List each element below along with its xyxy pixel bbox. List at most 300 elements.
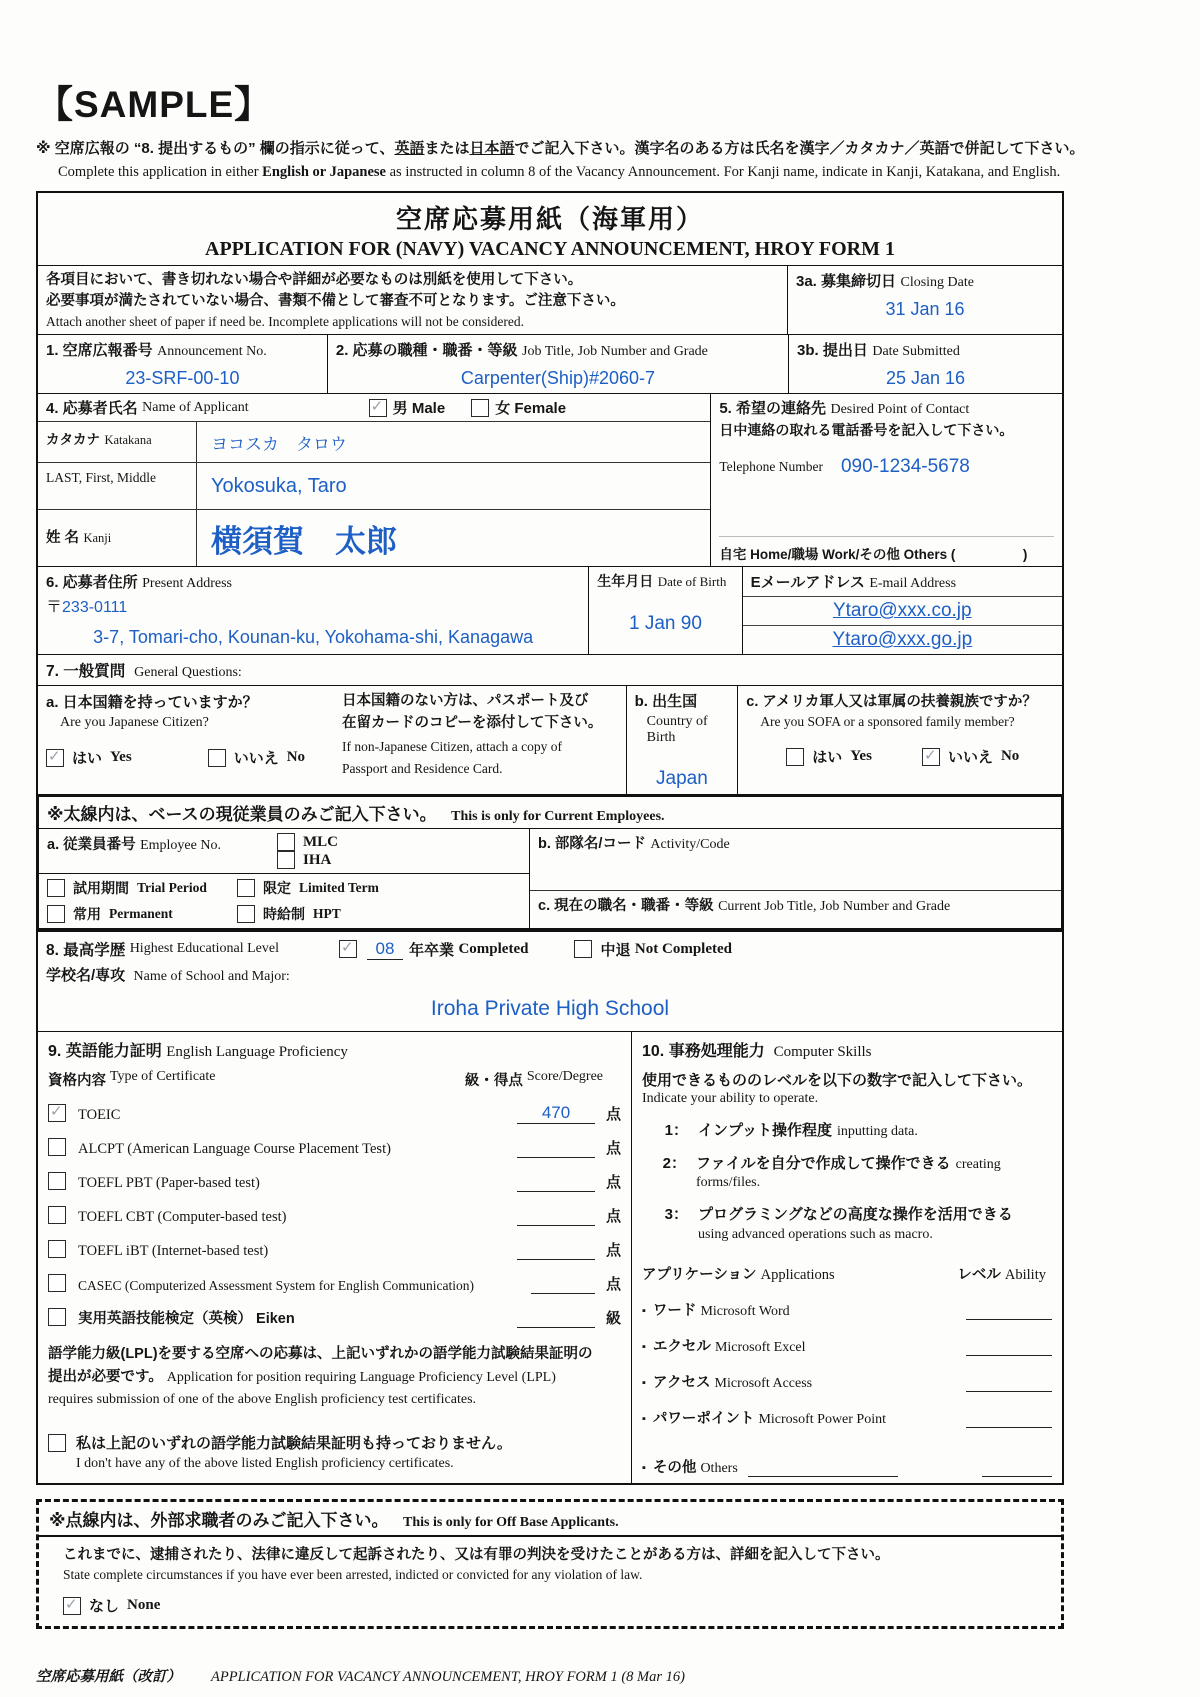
last-first-middle-value[interactable]: Yokosuka, Taro (211, 474, 347, 497)
toefl-ibt-checkbox[interactable] (48, 1240, 66, 1258)
limited-term-label-en: Limited Term (299, 880, 379, 896)
app-row-others (642, 1456, 1052, 1477)
graduation-year-value[interactable]: 08 (367, 939, 403, 960)
excel-label-jp: エクセル (652, 1339, 711, 1356)
current-job-title-label-jp: c. 現在の職名・職番・等級 (538, 898, 714, 915)
name-contact-row (38, 393, 1062, 566)
employees-right-column (529, 829, 1061, 928)
level-1-en: inputting data. (836, 1124, 918, 1140)
closing-date-label-jp: 3a. 募集締切日 (796, 273, 897, 290)
email-label-jp: Eメールアドレス (750, 574, 865, 592)
hpt-label-en: HPT (313, 906, 341, 922)
citizenship-q-jp: a. 日本国籍を持っていますか？ (46, 694, 258, 712)
word-ability-line[interactable] (966, 1303, 1052, 1320)
activity-code-label-jp: b. 部隊名/コード (538, 836, 646, 853)
citizenship-answers (46, 747, 330, 768)
kanji-label-en: Kanji (83, 531, 112, 546)
announcement-no-cell (38, 335, 327, 393)
ability-label-jp: レベル (957, 1267, 1001, 1284)
limited-term-checkbox[interactable] (237, 879, 255, 897)
level-1-row (642, 1119, 1052, 1140)
level-2-en: creating forms/files. (695, 1157, 1001, 1191)
postal-value[interactable]: 233-0111 (62, 599, 128, 617)
cert-row-toefl-cbt (48, 1205, 621, 1226)
bullet-icon: ▪ (642, 1341, 646, 1354)
operate-note-en: Indicate your ability to operate. (642, 1091, 819, 1107)
sofa-no-label-en: No (1000, 748, 1020, 765)
trial-period-checkbox[interactable] (47, 879, 65, 897)
school-label-en: Name of School and Major: (133, 969, 290, 985)
operate-note-jp: 使用できるもののレベルを以下の数字で記入して下さい。 (642, 1072, 1033, 1090)
computer-skills-section (631, 1032, 1062, 1483)
sofa-cell (737, 686, 1062, 794)
none-label-jp: なし (89, 1598, 120, 1616)
general-questions-row (38, 685, 1062, 794)
non-citizen-note-en1: If non-Japanese Citizen, attach a copy of (342, 738, 563, 754)
completed-label-en: Completed (458, 940, 529, 957)
citizen-yes-checkbox[interactable] (46, 749, 64, 767)
date-of-birth-cell (588, 567, 741, 654)
note-en: Attach another sheet of paper if need be. Incomplete applications will not be considered. (46, 314, 524, 330)
kanji-row (38, 509, 710, 566)
toeic-score-line[interactable] (517, 1104, 595, 1124)
note-jp-1: 各項目において、書き切れない場合や詳細が必要なものは別紙を使用して下さい。 (46, 272, 583, 288)
email-row-2[interactable] (743, 626, 1062, 654)
country-of-birth-cell (626, 686, 738, 794)
instruction-jp-pre: ※ 空席広報の “8. 提出するもの” 欄の指示に従って、 (36, 140, 395, 157)
announcement-row (38, 334, 1062, 393)
permanent-label-en: Permanent (109, 906, 173, 922)
present-address-label-en: Present Address (142, 576, 232, 592)
closing-date-value[interactable]: 31 Jan 16 (885, 299, 965, 319)
gender-female-option[interactable] (471, 397, 566, 418)
hpt-option[interactable] (237, 904, 521, 924)
permanent-label-jp: 常用 (73, 906, 101, 923)
notes-row (38, 265, 1062, 334)
mlc-checkbox[interactable] (277, 833, 295, 851)
phone-row (719, 456, 1054, 478)
citizen-no-checkbox[interactable] (208, 749, 226, 767)
not-completed-checkbox[interactable] (574, 940, 592, 958)
mlc-option[interactable] (277, 833, 521, 851)
education-label-en: Highest Educational Level (129, 941, 279, 957)
bullet-icon: ▪ (642, 1305, 646, 1318)
toeic-unit: 点 (605, 1106, 621, 1124)
note-jp-2: 必要事項が満たされていない場合、書類不備として審査不可となります。ご注意下さい。 (46, 293, 625, 310)
contact-section (710, 394, 1062, 566)
english-proficiency-label-jp: 9. 英語能力証明 (48, 1043, 162, 1061)
off-base-question-jp: これまでに、逮捕されたり、法律に違反して起訴されたり、又は有罪の判決を受けたことがある方は、詳細を記入して下さい。 (63, 1547, 890, 1564)
closing-date-label-en: Closing Date (900, 275, 974, 290)
general-questions-header (38, 654, 1062, 685)
others-ability-line[interactable] (982, 1460, 1052, 1477)
toefl-pbt-score-line[interactable] (517, 1173, 595, 1192)
app-row-word (642, 1299, 1052, 1320)
education-line (46, 938, 1054, 960)
cert-row-eiken (48, 1307, 621, 1328)
trial-period-label-jp: 試用期間 (73, 880, 129, 897)
instruction-en-bold: English or Japanese (262, 164, 386, 180)
none-row (63, 1595, 1051, 1616)
form-title-japanese: 空席応募用紙（海軍用） (395, 204, 704, 234)
computer-skills-header (642, 1038, 1052, 1061)
contact-label-en: Desired Point of Contact (830, 402, 970, 418)
katakana-label-jp: カタカナ (46, 432, 100, 448)
word-label-en: Microsoft Word (700, 1304, 790, 1320)
gender-male-option[interactable] (369, 397, 446, 418)
lpl-note-jp1: 語学能力級(LPL)を要する空席への応募は、上記いずれかの語学能力試験結果証明の (48, 1346, 593, 1363)
toefl-cbt-score-line[interactable] (517, 1207, 595, 1226)
level-3-number: 3： (664, 1206, 688, 1224)
name-grid (38, 421, 710, 566)
activity-code-cell[interactable] (530, 829, 1061, 891)
casec-score-line[interactable] (531, 1275, 595, 1294)
katakana-label-cell (38, 422, 196, 462)
casec-unit: 点 (605, 1276, 621, 1294)
current-employees-body (39, 829, 1061, 928)
citizen-no-label-jp: いいえ (233, 750, 279, 768)
eiken-label: 実用英語技能検定（英検） Eiken (78, 1311, 295, 1328)
sofa-yes-checkbox[interactable] (786, 748, 804, 766)
type-of-certificate-label-en: Type of Certificate (109, 1069, 216, 1085)
employment-type-checkboxes (269, 829, 529, 873)
none-checkbox[interactable] (63, 1597, 81, 1615)
activity-code-label-en: Activity/Code (650, 837, 730, 853)
off-base-body (39, 1537, 1061, 1626)
powerpoint-label-jp: パワーポイント (652, 1411, 755, 1428)
completed-label-jp: 年卒業 (408, 941, 454, 959)
general-questions-label-jp: 7. 一般質問 (46, 663, 126, 681)
job-title-value[interactable]: Carpenter(Ship)#2060-7 (460, 368, 656, 389)
citizen-yes-label-en: Yes (110, 749, 132, 766)
eiken-checkbox[interactable] (48, 1308, 66, 1326)
kanji-label-cell (38, 510, 196, 566)
sample-watermark: 【SAMPLE】 (36, 84, 273, 125)
eiken-unit: 級 (605, 1310, 621, 1328)
education-section (38, 931, 1062, 1031)
applicant-name-label-en: Name of Applicant (142, 399, 249, 415)
iha-label: IHA (303, 851, 332, 868)
last-first-middle-row (38, 462, 710, 509)
alcpt-checkbox[interactable] (48, 1138, 66, 1156)
others-name-line[interactable] (748, 1462, 898, 1477)
level-2-row (642, 1152, 1052, 1191)
email-value-2[interactable]: Ytaro@xxx.go.jp (832, 629, 973, 651)
off-base-question-en: State complete circumstances if you have ever been arrested, indicted or convicted for any violation of law. (63, 1567, 643, 1583)
certificate-header-row (48, 1069, 621, 1090)
current-job-title-label-en: Current Job Title, Job Number and Grade (718, 899, 951, 915)
off-base-header-jp: ※点線内は、外部求職者のみご記入下さい。 (49, 1511, 389, 1531)
contact-label-jp: 5. 希望の連絡先 (719, 400, 827, 418)
form-footer (36, 1665, 1064, 1686)
phone-others-row[interactable]: 自宅 Home/職場 Work/その他 Others ( ) (719, 536, 1054, 563)
citizenship-q-en: Are you Japanese Citizen? (60, 715, 209, 731)
toeic-label: TOEIC (78, 1107, 121, 1124)
dob-value[interactable]: 1 Jan 90 (629, 613, 702, 635)
instruction-english (58, 164, 1064, 181)
cert-row-toefl-pbt (48, 1171, 621, 1192)
non-citizen-note-jp2: 在留カードのコピーを添付して下さい。 (342, 714, 603, 731)
school-name-value[interactable]: Iroha Private High School (430, 997, 670, 1021)
current-employees-header-en: This is only for Current Employees. (451, 809, 665, 825)
announcement-no-label-jp: 1. 空席広報番号 (46, 342, 153, 360)
email-header (743, 567, 1062, 597)
present-address-cell (38, 567, 588, 654)
limited-term-label-jp: 限定 (263, 880, 291, 897)
others-label-jp: その他 (652, 1460, 697, 1477)
female-label: 女 Female (495, 400, 567, 418)
applications-label-jp: アプリケーション (642, 1267, 757, 1284)
employee-no-cell[interactable] (39, 829, 269, 873)
citizenship-cell (38, 686, 626, 794)
permanent-checkbox[interactable] (47, 905, 65, 923)
computer-skills-label-jp: 10. 事務処理能力 (642, 1043, 765, 1061)
bullet-icon: ▪ (642, 1377, 646, 1390)
sofa-yes-label-en: Yes (850, 748, 872, 765)
cert-row-toeic (48, 1103, 621, 1124)
date-submitted-label-en: Date Submitted (872, 344, 960, 360)
job-title-label-en: Job Title, Job Number and Grade (522, 344, 708, 360)
citizen-no-label-en: No (286, 749, 306, 766)
level-3-sub: using advanced operations such as macro. (698, 1227, 933, 1243)
general-questions-label-en: General Questions: (134, 665, 242, 681)
school-label-jp: 学校名/専攻 (46, 967, 126, 985)
date-submitted-cell (788, 335, 1062, 393)
phone-note: 日中連絡の取れる電話番号を記入して下さい。 (719, 422, 1014, 439)
toefl-pbt-checkbox[interactable] (48, 1172, 66, 1190)
date-submitted-value[interactable]: 25 Jan 16 (885, 368, 966, 389)
sofa-no-checkbox[interactable] (922, 748, 940, 766)
ability-label-en: Ability (1004, 1267, 1046, 1284)
excel-label-en: Microsoft Excel (714, 1340, 806, 1356)
contact-header (719, 397, 1054, 418)
applicant-name-header (38, 394, 710, 421)
katakana-row (38, 421, 710, 462)
non-citizen-note-jp1: 日本国籍のない方は、パスポート及び (342, 693, 589, 710)
country-of-birth-value[interactable]: Japan (656, 768, 708, 790)
email-cell (742, 567, 1062, 654)
email-row-1[interactable] (743, 597, 1062, 626)
female-checkbox[interactable] (471, 399, 489, 417)
sofa-yes-label-jp: はい (812, 749, 843, 767)
closing-date-cell (787, 266, 1062, 334)
present-address-label-jp: 6. 応募者住所 (46, 574, 138, 592)
toeic-score-value[interactable]: 470 (541, 1103, 571, 1123)
employees-left-column (39, 829, 529, 928)
sofa-answers (786, 746, 1054, 767)
applications-label-en: Applications (760, 1267, 835, 1284)
level-3-jp: プログラミングなどの高度な操作を活用できる (698, 1206, 1013, 1224)
limited-term-option[interactable] (237, 878, 521, 898)
lpl-note-jp2: 提出が必要です。 (48, 1368, 163, 1385)
male-checkbox[interactable] (369, 399, 387, 417)
katakana-value[interactable]: ヨコスカ タロウ (211, 434, 347, 454)
others-label-en: Others (700, 1461, 738, 1477)
toefl-pbt-label: TOEFL PBT (Paper-based test) (78, 1175, 260, 1192)
toefl-ibt-score-line[interactable] (517, 1241, 595, 1260)
trial-period-label-en: Trial Period (137, 880, 207, 896)
instruction-jp-english-word: 英語 (394, 140, 425, 157)
off-base-header-en: This is only for Off Base Applicants. (402, 1515, 619, 1531)
permanent-option[interactable] (47, 904, 237, 924)
katakana-value-cell[interactable] (196, 422, 710, 462)
form-title-block (38, 193, 1062, 265)
no-certificate-row (48, 1432, 621, 1472)
level-2-number: 2： (662, 1155, 686, 1173)
employee-no-label-jp: a. 従業員番号 (47, 837, 136, 854)
word-label-jp: ワード (652, 1303, 697, 1320)
eiken-score-line[interactable] (517, 1309, 595, 1328)
instruction-jp-mid: または (424, 140, 470, 157)
last-first-middle-value-cell[interactable] (196, 463, 710, 509)
form-box (36, 191, 1064, 1485)
sofa-q-jp: c. アメリカ軍人又は軍属の扶養親族ですか？ (746, 694, 1037, 711)
job-title-label-jp: 2. 応募の職種・職番・等級 (335, 342, 518, 360)
non-citizen-note (338, 686, 626, 794)
powerpoint-ability-line[interactable] (966, 1411, 1052, 1428)
trial-period-option[interactable] (47, 878, 237, 898)
instruction-jp-japanese-word: 日本語 (469, 140, 515, 157)
sofa-no-label-jp: いいえ (947, 749, 993, 767)
kanji-value-cell[interactable] (196, 510, 710, 566)
lpl-note-en2: requires submission of one of the above English proficiency test certificates. (48, 1391, 477, 1407)
footer-en: APPLICATION FOR VACANCY ANNOUNCEMENT, HROY FORM 1 (8 Mar 16) (211, 1669, 685, 1686)
current-employees-header (39, 797, 1061, 829)
kanji-value[interactable]: 横須賀 太郎 (211, 523, 397, 559)
app-row-excel (642, 1335, 1052, 1356)
no-certificate-label-en: I don't have any of the above listed English proficiency certificates. (76, 1455, 454, 1471)
katakana-label-en: Katakana (104, 433, 152, 448)
completed-checkbox[interactable] (339, 940, 357, 958)
email-label-en: E-mail Address (869, 576, 957, 592)
form-title-english: APPLICATION FOR (NAVY) VACANCY ANNOUNCEMENT, HROY FORM 1 (205, 238, 895, 260)
lpl-note (48, 1344, 621, 1410)
bullet-icon: ▪ (642, 1462, 646, 1475)
excel-ability-line[interactable] (966, 1339, 1052, 1356)
application-form-page (36, 0, 1085, 1686)
country-of-birth-label-jp: b. 出生国 (634, 693, 698, 711)
instruction-en-post: as instructed in column 8 of the Vacancy Announcement. For Kanji name, indicate in Kanji, Katakana, and English. (386, 164, 1061, 180)
citizen-yes-label-jp: はい (72, 750, 103, 768)
mlc-label: MLC (303, 833, 338, 850)
english-proficiency-section (38, 1032, 631, 1483)
casec-checkbox[interactable] (48, 1274, 66, 1292)
gender-options (369, 397, 566, 418)
cert-row-toefl-ibt (48, 1239, 621, 1260)
instruction-japanese (36, 137, 1085, 158)
off-base-box (36, 1499, 1064, 1629)
toefl-cbt-checkbox[interactable] (48, 1206, 66, 1224)
announcement-no-value[interactable]: 23-SRF-00-10 (125, 368, 240, 389)
toefl-ibt-label: TOEFL iBT (Internet-based test) (78, 1243, 269, 1260)
proficiency-skills-row (38, 1031, 1062, 1483)
score-degree-label-jp: 級・得点 (464, 1073, 523, 1090)
level-3-row (642, 1203, 1052, 1224)
app-row-powerpoint (642, 1407, 1052, 1428)
score-degree-label-en: Score/Degree (526, 1069, 603, 1085)
no-certificate-label-jp: 私は上記のいずれの語学能力試験結果証明も持っておりません。 (76, 1434, 512, 1452)
postal-code-line[interactable] (46, 594, 580, 617)
none-label-en: None (127, 1597, 161, 1614)
bullet-icon: ▪ (642, 1413, 646, 1426)
toefl-cbt-unit: 点 (605, 1208, 621, 1226)
access-label-en: Microsoft Access (714, 1376, 813, 1392)
powerpoint-label-en: Microsoft Power Point (758, 1412, 886, 1428)
notes-cell (38, 266, 787, 334)
toefl-ibt-unit: 点 (605, 1242, 621, 1260)
sofa-q-en: Are you SOFA or a sponsored family member? (760, 714, 1015, 730)
hpt-checkbox[interactable] (237, 905, 255, 923)
alcpt-label: ALCPT (American Language Course Placement Test) (78, 1141, 391, 1158)
iha-checkbox[interactable] (277, 851, 295, 869)
access-ability-line[interactable] (966, 1375, 1052, 1392)
not-completed-label-en: Not Completed (634, 940, 732, 957)
last-first-middle-label: LAST, First, Middle (46, 470, 157, 486)
app-row-access (642, 1371, 1052, 1392)
announcement-no-label-en: Announcement No. (157, 344, 267, 360)
country-of-birth-label-en: Country of Birth (646, 714, 708, 746)
cert-row-casec (48, 1273, 621, 1294)
english-proficiency-header (48, 1038, 621, 1061)
toefl-cbt-label: TOEFL CBT (Computer-based test) (78, 1209, 287, 1226)
off-base-header (39, 1502, 1061, 1537)
applicant-name-section (38, 394, 710, 566)
employment-term-checkboxes (39, 873, 529, 928)
date-submitted-label-jp: 3b. 提出日 (797, 342, 868, 360)
postal-mark: 〒 (46, 599, 63, 617)
alcpt-score-line[interactable] (517, 1139, 595, 1158)
male-label: 男 Male (392, 400, 446, 418)
phone-value[interactable]: 090-1234-5678 (840, 456, 970, 478)
toeic-checkbox[interactable] (48, 1104, 66, 1122)
instruction-en-pre: Complete this application in either (58, 164, 263, 180)
current-employees-header-jp: ※太線内は、ベースの現従業員のみご記入下さい。 (47, 805, 437, 825)
current-employees-box (36, 794, 1064, 931)
instruction-jp-post: でご記入下さい。漢字名のある方は氏名を漢字／カタカナ／英語で併記して下さい。 (514, 140, 1085, 157)
applications-header (642, 1263, 1052, 1284)
last-first-middle-label-cell (38, 463, 196, 509)
non-citizen-note-en2: Passport and Residence Card. (342, 760, 503, 776)
lpl-note-en1: Application for position requiring Language Proficiency Level (LPL) (166, 1369, 556, 1385)
english-proficiency-label-en: English Language Proficiency (166, 1044, 348, 1061)
not-completed-label-jp: 中退 (600, 941, 631, 959)
footer-jp: 空席応募用紙（改訂） (36, 1669, 181, 1686)
current-job-title-cell[interactable] (530, 891, 1061, 928)
street-address-value[interactable]: 3-7, Tomari-cho, Kounan-ku, Yokohama-shi, Kanagawa (93, 627, 534, 648)
email-value-1[interactable]: Ytaro@xxx.co.jp (832, 600, 972, 622)
access-label-jp: アクセス (652, 1375, 711, 1392)
type-of-certificate-label-jp: 資格内容 (48, 1073, 106, 1090)
alcpt-unit: 点 (605, 1140, 621, 1158)
dob-label-en: Date of Birth (657, 574, 727, 590)
level-1-jp: インプット操作程度 (698, 1122, 832, 1140)
iha-option[interactable] (277, 851, 521, 869)
toefl-pbt-unit: 点 (605, 1174, 621, 1192)
no-certificate-checkbox[interactable] (48, 1434, 66, 1452)
dob-label-jp: 生年月日 (597, 573, 654, 590)
school-label-line (46, 964, 1054, 985)
job-title-cell (327, 335, 788, 393)
citizenship-question (38, 686, 338, 794)
casec-label: CASEC (Computerized Assessment System for English Communication) (78, 1278, 474, 1294)
education-label-jp: 8. 最高学歴 (46, 942, 126, 960)
phone-label: Telephone Number (719, 459, 823, 475)
address-row (38, 566, 1062, 654)
computer-skills-label-en: Computer Skills (773, 1044, 872, 1061)
level-1-number: 1： (664, 1122, 688, 1140)
hpt-label-jp: 時給制 (263, 906, 305, 923)
employee-no-label-en: Employee No. (140, 838, 221, 854)
